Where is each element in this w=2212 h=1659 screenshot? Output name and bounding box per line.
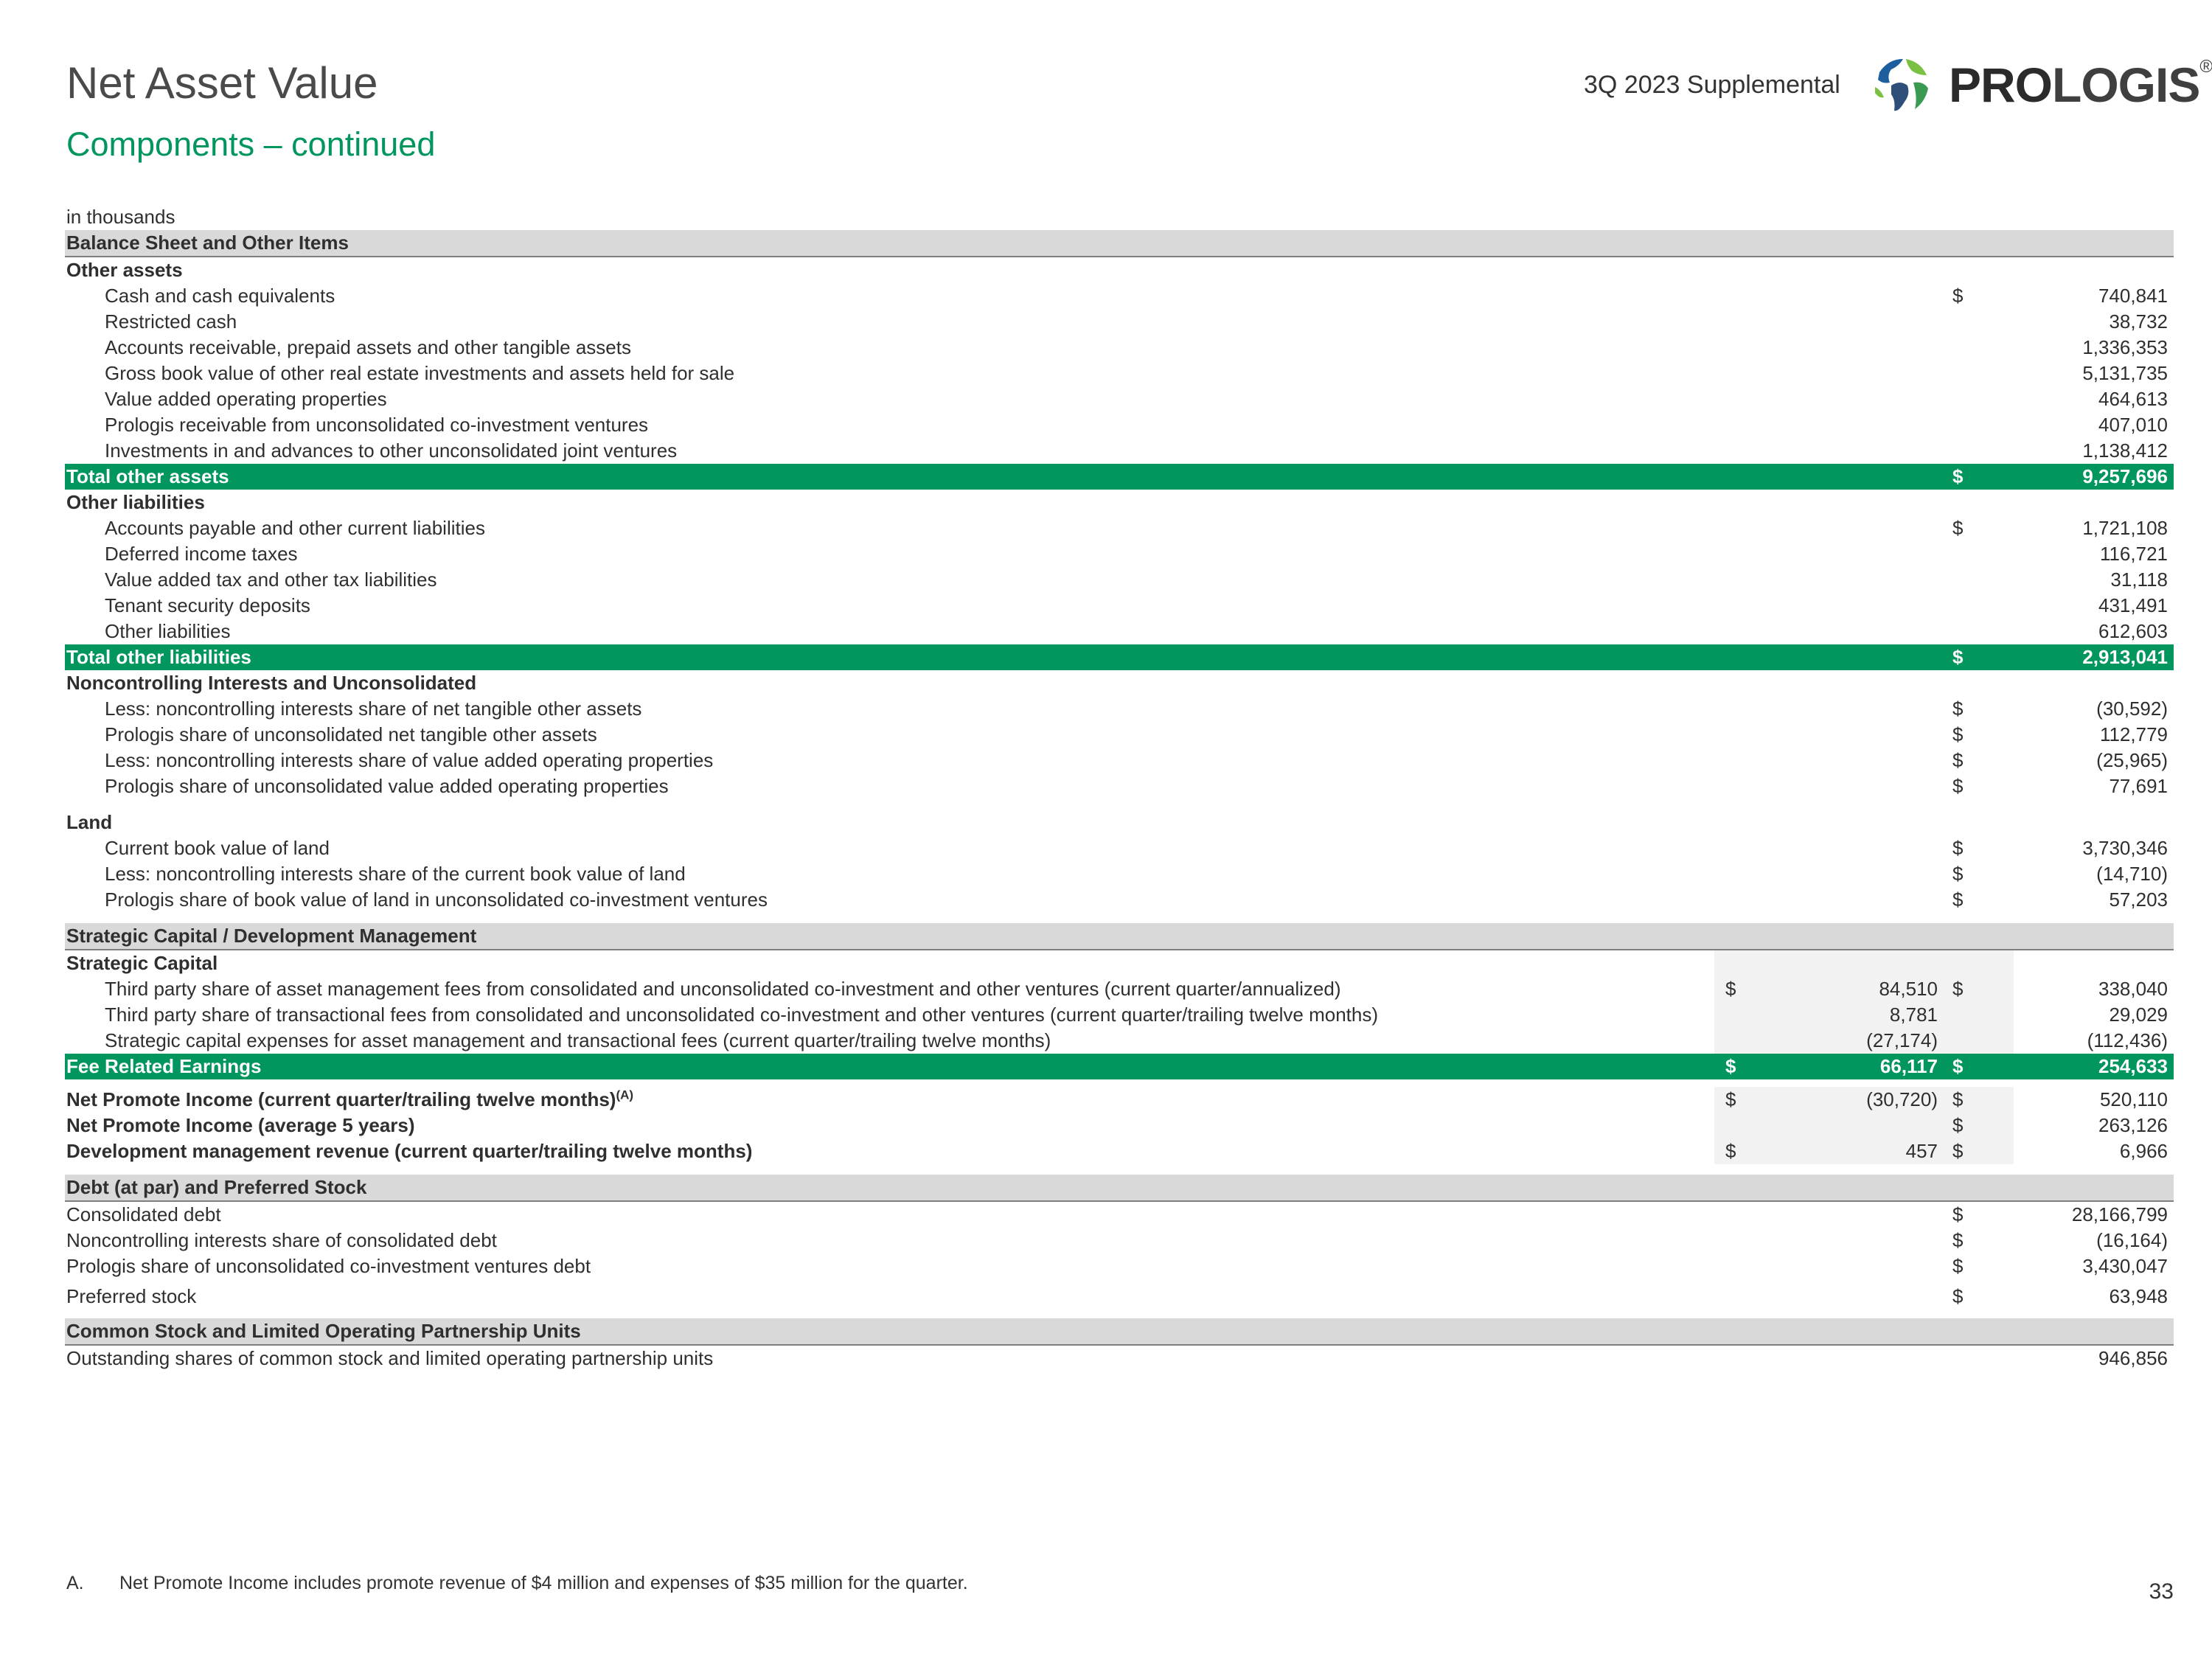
table-row: Prologis share of unconsolidated net tangible other assets $ 112,779 (105, 723, 2168, 745)
section-header-common-stock: Common Stock and Limited Operating Partnership Units (65, 1318, 2174, 1346)
table-row: Accounts receivable, prepaid assets and other tangible assets 1,336,353 (105, 336, 2168, 358)
table-row: Prologis receivable from unconsolidated co-investment ventures 407,010 (105, 414, 2168, 436)
units-note-row: in thousands (66, 206, 175, 228)
table-row: Investments in and advances to other unconsolidated joint ventures 1,138,412 (105, 439, 2168, 462)
group-heading: Noncontrolling Interests and Unconsolidated (66, 672, 477, 694)
group-heading: Land (66, 811, 113, 833)
table-row: Deferred income taxes 116,721 (105, 543, 2168, 565)
table-row: Consolidated debt $ 28,166,799 (66, 1203, 2168, 1225)
footnote-marker: (A) (616, 1088, 634, 1102)
section-header-strategic-capital: Strategic Capital / Development Management (65, 923, 2174, 950)
group-heading: Strategic Capital (65, 950, 2174, 976)
table-row: Prologis share of book value of land in unconsolidated co-investment ventures $ 57,203 (105, 888, 2168, 911)
section-header-balance-sheet: Balance Sheet and Other Items (65, 230, 2174, 257)
table-row: Less: noncontrolling interests share of the current book value of land $ (14,710) (105, 863, 2168, 885)
table-row: Value added operating properties 464,613 (105, 388, 2168, 410)
table-row: Less: noncontrolling interests share of value added operating properties $ (25,965) (105, 749, 2168, 771)
table-row: Net Promote Income (current quarter/trailing twelve months)$^{(A)}$ $ (30,720) $ 520,110 (65, 1087, 2174, 1113)
table-row: Noncontrolling interests share of consolidated debt $ (16,164) (66, 1229, 2168, 1251)
table-row: Net Promote Income (average 5 years) $ 263,126 (65, 1113, 2174, 1138)
page-title: Net Asset Value (66, 58, 378, 108)
total-row: Total other liabilities $ 2,913,041 (65, 644, 2174, 670)
table-row: Outstanding shares of common stock and limited operating partnership units 946,856 (66, 1347, 2168, 1369)
table-row: Gross book value of other real estate investments and assets held for sale 5,131,735 (105, 362, 2168, 384)
total-row: Fee Related Earnings $ 66,117 $ 254,633 (65, 1054, 2174, 1079)
table-row: Cash and cash equivalents $ 740,841 (105, 285, 2168, 307)
table-row: Prologis share of unconsolidated co-investment ventures debt $ 3,430,047 (66, 1255, 2168, 1277)
prologis-logo (1869, 53, 2212, 116)
table-row: Value added tax and other tax liabilities 31,118 (105, 568, 2168, 591)
section-header-debt: Debt (at par) and Preferred Stock (65, 1175, 2174, 1202)
table-row: Prologis share of unconsolidated value added operating properties $ 77,691 (105, 775, 2168, 797)
nav-table (65, 204, 2174, 1371)
report-period: 3Q 2023 Supplemental (1584, 71, 1840, 99)
table-row: Less: noncontrolling interests share of net tangible other assets $ (30,592) (105, 698, 2168, 720)
table-row: Third party share of asset management fees from consolidated and unconsolidated co-investment and other ventures (current quarter/annualized) $ 84,510 $ 338,040 (65, 976, 2174, 1002)
page-number: 33 (2149, 1579, 2174, 1604)
page-subtitle: Components – continued (66, 125, 436, 163)
group-heading: Other liabilities (66, 491, 205, 513)
table-row: Preferred stock $ 63,948 (66, 1285, 2168, 1307)
table-row: Other liabilities 612,603 (105, 620, 2168, 642)
logo-wordmark: PROLOGIS® (1949, 57, 2212, 112)
footnote: A. Net Promote Income includes promote revenue of $4 million and expenses of $35 million for the quarter. (66, 1573, 968, 1593)
table-row: Strategic capital expenses for asset management and transactional fees (current quarter/trailing twelve months) (27,174) (112,436) (65, 1028, 2174, 1054)
table-row: Current book value of land $ 3,730,346 (105, 837, 2168, 859)
table-row: Development management revenue (current quarter/trailing twelve months) $ 457 $ 6,966 (65, 1138, 2174, 1164)
total-row: Total other assets $ 9,257,696 (65, 464, 2174, 490)
table-row: Restricted cash 38,732 (105, 310, 2168, 333)
globe-logo-icon (1869, 53, 1933, 116)
table-row: Tenant security deposits 431,491 (105, 594, 2168, 616)
table-row: Third party share of transactional fees from consolidated and unconsolidated co-investment and other ventures (current quarter/trailing twelve months) 8,781 29,029 (65, 1002, 2174, 1028)
table-row: Accounts payable and other current liabilities $ 1,721,108 (105, 517, 2168, 539)
group-heading: Other assets (66, 259, 183, 281)
